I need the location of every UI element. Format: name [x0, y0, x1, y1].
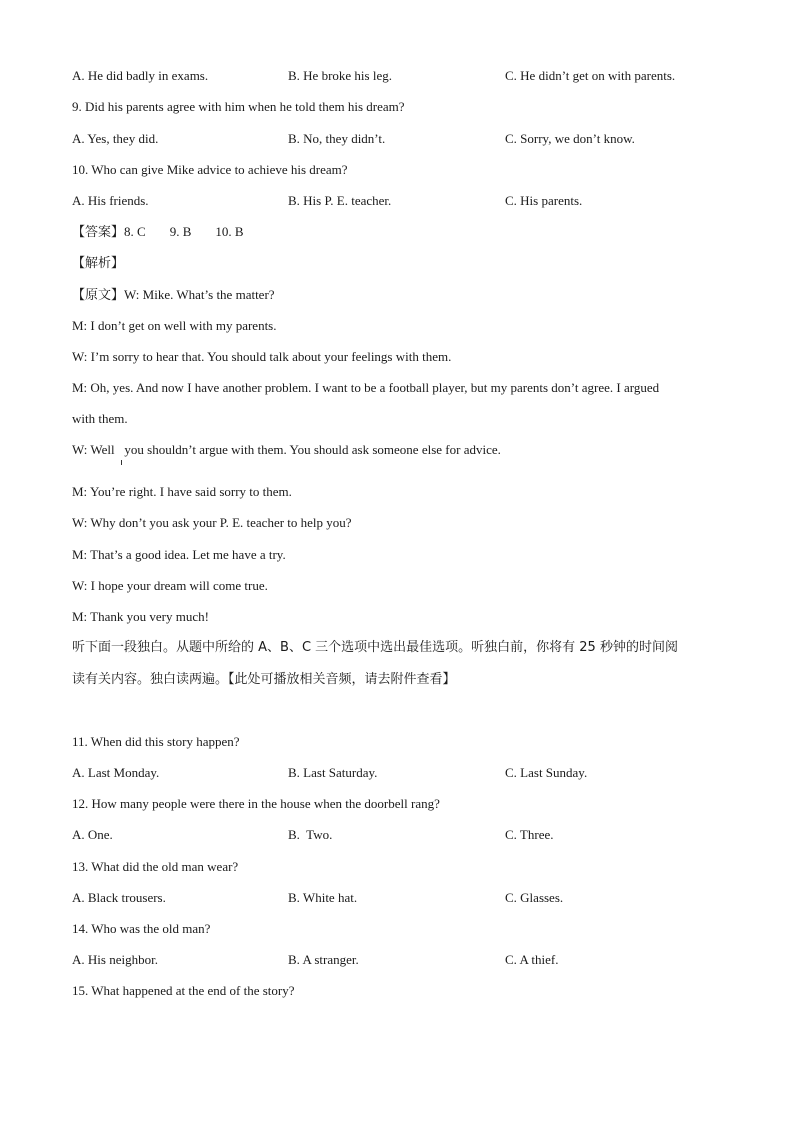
q11-option-c: C. Last Sunday.	[505, 765, 588, 780]
q10-option-b: B. His P. E. teacher.	[288, 193, 392, 208]
q15-question: 15. What happened at the end of the story?	[72, 983, 295, 998]
transcript-line-4: M: Oh, yes. And now I have another problem. I want to be a football player, but my parents don’t agree. I argued	[72, 380, 660, 395]
q12-option-c: C. Three.	[505, 827, 554, 842]
transcript-text-1: W: Mike. What’s the matter?	[124, 287, 275, 302]
q9-option-c: C. Sorry, we don’t know.	[505, 131, 635, 146]
q14-question: 14. Who was the old man?	[72, 921, 211, 936]
instruction-line-2: 读有关内容。独白读两遍。【此处可播放相关音频，请去附件查看】	[72, 672, 456, 687]
q8-option-c: C. He didn’t get on with parents.	[505, 68, 676, 83]
q10-option-c: C. His parents.	[505, 193, 583, 208]
analysis-label: 【解析】	[72, 256, 125, 271]
transcript-line-3: W: I’m sorry to hear that. You should talk about your feelings with them.	[72, 349, 452, 364]
transcript-line-9: M: That’s a good idea. Let me have a try.	[72, 547, 286, 562]
transcript-line-7: M: You’re right. I have said sorry to them.	[72, 484, 292, 499]
q12-option-b: B. Two.	[288, 827, 333, 842]
q12-options	[72, 827, 732, 843]
q13-option-a: A. Black trousers.	[72, 890, 166, 905]
q12-question: 12. How many people were there in the house when the doorbell rang?	[72, 796, 440, 811]
q14-option-a: A. His neighbor.	[72, 952, 158, 967]
transcript-line-5: with them.	[72, 411, 128, 426]
q14-option-b: B. A stranger.	[288, 952, 359, 967]
q11-option-b: B. Last Saturday.	[288, 765, 378, 780]
q8-option-a: A. He did badly in exams.	[72, 68, 209, 83]
q10-question: 10. Who can give Mike advice to achieve his dream?	[72, 162, 348, 177]
transcript-line-11: M: Thank you very much!	[72, 609, 209, 624]
q14-option-c: C. A thief.	[505, 952, 559, 967]
transcript-line-8: W: Why don’t you ask your P. E. teacher to help you?	[72, 515, 352, 530]
instruction-line-1: 听下面一段独白。从题中所给的 A、B、C 三个选项中选出最佳选项。听独白前，你将有 25 秒钟的时间阅	[72, 640, 678, 655]
answer-9: 9. B	[169, 224, 192, 239]
q13-option-b: B. White hat.	[288, 890, 358, 905]
transcript-line-10: W: I hope your dream will come true.	[72, 578, 268, 593]
q12-option-a: A. One.	[72, 827, 113, 842]
transcript-line-6: W: Well you shouldn’t argue with them. You should ask someone else for advice.	[72, 442, 501, 457]
q11-question: 11. When did this story happen?	[72, 734, 240, 749]
q14-options	[72, 952, 732, 968]
answer-8: 8. C	[124, 224, 146, 239]
q13-question: 13. What did the old man wear?	[72, 859, 239, 874]
transcript-label: 【原文】	[72, 288, 125, 303]
comma-mark	[121, 460, 122, 465]
q13-options	[72, 890, 732, 906]
q10-options	[72, 193, 732, 209]
answer-line	[72, 224, 244, 241]
answer-label: 【答案】	[72, 225, 125, 240]
q9-question: 9. Did his parents agree with him when he told them his dream?	[72, 99, 405, 114]
transcript-line-2: M: I don’t get on well with my parents.	[72, 318, 277, 333]
answer-10: 10. B	[215, 224, 244, 239]
q11-options	[72, 765, 732, 781]
q11-option-a: A. Last Monday.	[72, 765, 160, 780]
q8-option-b: B. He broke his leg.	[288, 68, 392, 83]
q8-options	[72, 68, 732, 84]
q10-option-a: A. His friends.	[72, 193, 149, 208]
q9-options	[72, 131, 732, 147]
transcript-line-1	[72, 287, 275, 304]
q13-option-c: C. Glasses.	[505, 890, 564, 905]
q9-option-a: A. Yes, they did.	[72, 131, 159, 146]
q9-option-b: B. No, they didn’t.	[288, 131, 386, 146]
